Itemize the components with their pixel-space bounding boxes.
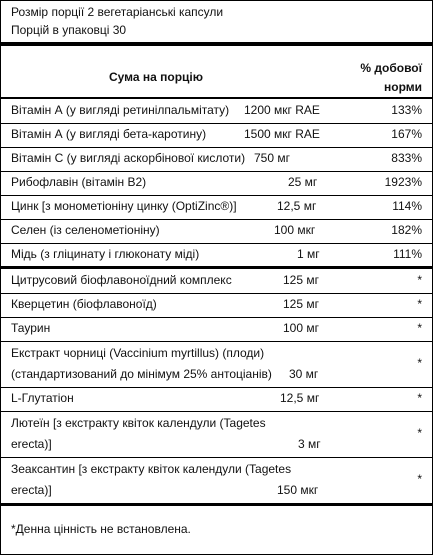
nutrient-name: Вітамін А (у вигляді ретинілпальмітату) (11, 103, 230, 117)
row-divider (1, 293, 432, 294)
row-divider (1, 147, 432, 148)
nutrient-amount: 12,5 мг (277, 199, 317, 213)
ingredient-name: L-Глутатіон (11, 391, 74, 405)
nutrient-name: Рибофлавін (вітамін В2) (11, 175, 147, 189)
nutrient-dv: 167% (391, 127, 422, 141)
nutrient-dv: 111% (393, 247, 422, 261)
ingredient-name-line1: Екстракт чорниці (Vaccinium myrtillus) (плоди) (11, 346, 265, 360)
ingredient-dv: * (417, 273, 422, 287)
ingredient-name-line2: erecta)] (11, 437, 52, 451)
row-divider (1, 123, 432, 124)
thick-divider (1, 42, 432, 46)
nutrient-dv: 182% (391, 223, 422, 237)
ingredient-amount: 3 мг (298, 437, 321, 451)
row-divider (1, 457, 432, 458)
nutrient-amount: 750 мг (254, 151, 290, 165)
ingredient-name-line1: Зеаксантин [з екстракту квіток календули (Tagetes (11, 462, 292, 476)
ingredient-amount: 125 мг (283, 273, 319, 287)
header-divider (1, 97, 432, 99)
nutrient-dv: 133% (391, 103, 422, 117)
ingredient-name: Цитрусовий біофлавоноїдний комплекс (11, 273, 232, 287)
nutrient-dv: 114% (392, 199, 422, 213)
daily-value-header-line2: норми (383, 80, 422, 94)
daily-value-header-line1: % добової (360, 61, 422, 75)
row-divider (1, 317, 432, 318)
row-divider (1, 171, 432, 172)
servings-per-container: Порцій в упаковці 30 (11, 23, 127, 37)
nutrient-amount: 1 мг (297, 247, 320, 261)
ingredient-name: Таурин (11, 321, 51, 335)
nutrient-dv: 833% (391, 151, 422, 165)
nutrient-name: Цинк [з монометіоніну цинку (OptiZinc®)] (11, 199, 237, 213)
ingredient-amount: 125 мг (283, 297, 319, 311)
row-divider (1, 243, 432, 244)
nutrient-amount: 1200 мкг RAE (244, 103, 320, 117)
ingredient-amount: 100 мг (283, 321, 319, 335)
ingredient-name-line2: erecta)] (11, 483, 52, 497)
nutrient-amount: 100 мкг (274, 223, 316, 237)
nutrient-name: Мідь (з гліцинату і глюконату міді) (11, 247, 200, 261)
ingredient-amount: 150 мкг (277, 483, 319, 497)
footnote: *Денна цінність не встановлена. (11, 522, 191, 536)
nutrient-name: Селен (із селенометіоніну) (11, 223, 160, 237)
ingredient-name: Кверцетин (біофлавоноїд) (11, 297, 157, 311)
nutrient-name: Вітамін С (у вигляді аскорбінової кислоти) (11, 151, 246, 165)
row-divider (1, 411, 432, 412)
row-divider (1, 195, 432, 196)
nutrient-amount: 25 мг (288, 175, 318, 189)
section-divider (1, 266, 432, 269)
row-divider (1, 341, 432, 342)
row-divider (1, 387, 432, 388)
ingredient-dv: * (417, 356, 422, 370)
row-divider (1, 219, 432, 220)
nutrient-name: Вітамін А (у вигляді бета-каротину) (11, 127, 207, 141)
ingredient-dv: * (417, 297, 422, 311)
ingredient-name-line2: (стандартизований до мінімум 25% антоціанів) (11, 367, 272, 381)
nutrient-dv: 1923% (384, 175, 422, 189)
ingredient-dv: * (417, 472, 422, 486)
amount-per-serving-header: Сума на порцію (108, 70, 204, 84)
ingredient-amount: 12,5 мг (280, 391, 320, 405)
thick-divider (1, 503, 432, 506)
serving-size: Розмір порції 2 вегетаріанські капсули (11, 5, 224, 19)
ingredient-amount: 30 мг (289, 367, 319, 381)
ingredient-dv: * (417, 391, 422, 405)
ingredient-name-line1: Лютеїн [з екстракту квіток календули (Tagetes (11, 416, 266, 430)
ingredient-dv: * (417, 321, 422, 335)
ingredient-dv: * (417, 426, 422, 440)
nutrient-amount: 1500 мкг RAE (244, 127, 320, 141)
